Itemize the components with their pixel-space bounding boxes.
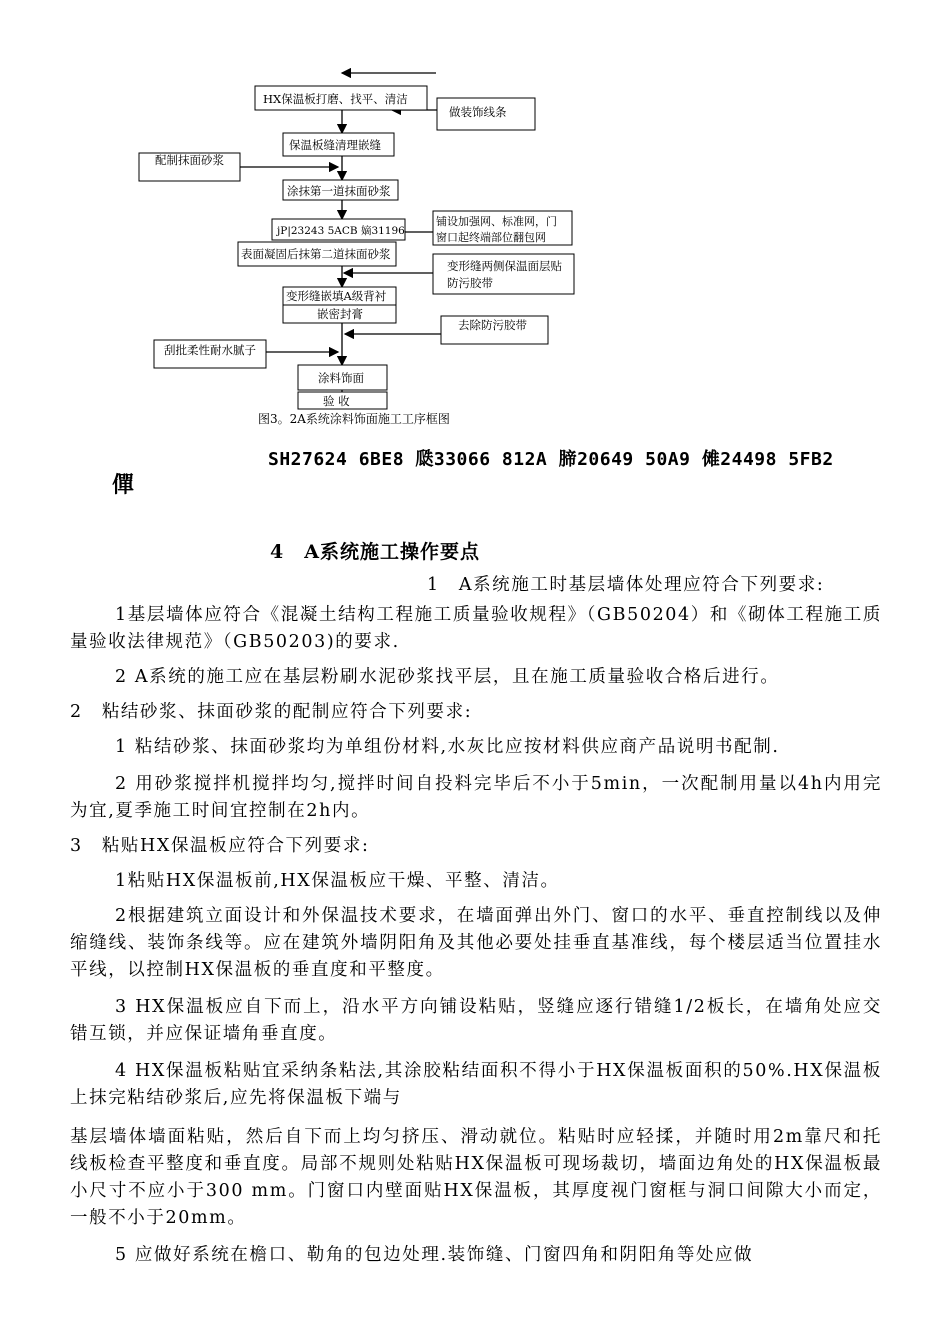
clause-3-3: 3 HX保温板应自下而上，沿水平方向铺设粘贴，竖缝应逐行错缝1/2板长，在墙角处应交错互锁，并应保证墙角垂直度。: [70, 997, 882, 1044]
clause-2-2: 2 用砂浆搅拌机搅拌均匀,搅拌时间自投料完毕后不小于5min，一次配制用量以4h内用完为宜,夏季施工时间宜控制在2h内。: [70, 774, 882, 821]
construction-flowchart: [0, 0, 950, 440]
section-heading: 4 A系统施工操作要点: [270, 541, 480, 563]
side-decor-strip: 做装饰线条: [449, 105, 507, 119]
step-seal: 嵌密封膏: [317, 307, 363, 321]
clause-1-1: 1基层墙体应符合《混凝土结构工程施工质量验收规程》（GB50204）和《砌体工程施工质量验收法律规范》（GB50203)的要求.: [70, 605, 882, 652]
step-joint-clean: 保温板缝清理嵌缝: [289, 138, 381, 152]
side-mesh-line2: 窗口起终端部位翻包网: [436, 231, 546, 244]
step-garbled: jP|23243 5ACB 嫡31196: [277, 225, 405, 237]
figure-caption: 图3。2A系统涂料饰面施工工序框图: [258, 412, 450, 426]
side-tape-line2: 防污胶带: [447, 276, 493, 290]
body-text: [70, 572, 882, 1269]
side-mix-mortar: 配制抹面砂浆: [155, 153, 224, 167]
clause-3: 3 粘贴HX保温板应符合下列要求:: [70, 836, 370, 856]
step-polish: HX保温板打磨、找平、清洁: [263, 92, 408, 106]
clause-2-1: 1 粘结砂浆、抹面砂浆均为单组份材料,水灰比应按材料供应商产品说明书配制.: [115, 737, 780, 757]
clause-3-4: 4 HX保温板粘贴宜采纳条粘法,其涂胶粘结面积不得小于HX保温板面积的50%.HX保温板上抹完粘结砂浆后,应先将保温板下端与: [70, 1061, 882, 1108]
clause-3-2: 2根据建筑立面设计和外保温技术要求，在墙面弹出外门、窗口的水平、垂直控制线以及伸缩缝线、装饰条线等。应在建筑外墙阴阳角及其他必要处挂垂直基准线，每个楼层适当位置挂水平线，以控制HX保温板的垂直度和平整度。: [70, 906, 882, 980]
side-mesh-line1: 铺设加强网、标准网，门: [436, 215, 557, 228]
clause-3-1: 1粘贴HX保温板前,HX保温板应干燥、平整、清洁。: [115, 871, 560, 891]
clause-2: 2 粘结砂浆、抹面砂浆的配制应符合下列要求:: [70, 702, 473, 722]
step-first-coat: 涂抹第一道抹面砂浆: [287, 184, 391, 198]
step-paint: 涂料饰面: [318, 371, 364, 385]
step-second-coat: 表面凝固后抹第二道抹面砂浆: [241, 247, 391, 261]
side-putty: 刮批柔性耐水腻子: [164, 343, 256, 357]
garbled-code-line: SH27624 6BE8 瓞33066 812A 腣20649 50A9 傩24498 5FB2: [268, 449, 834, 470]
clause-3-4-cont: 基层墙体墙面粘贴，然后自下而上均匀挤压、滑动就位。粘贴时应轻揉，并随时用2m靠尺和托线板检查平整度和垂直度。局部不规则处粘贴HX保温板可现场裁切，墙面边角处的HX保温板最小尺寸不应小于300 mm。门窗口内壁面贴HX保温板，其厚度视门窗框与洞口间隙大小而定，一般不小于20mm。: [70, 1127, 882, 1228]
side-remove-tape: 去除防污胶带: [458, 318, 527, 332]
clause-1-2: 2 A系统的施工应在基层粉刷水泥砂浆找平层，且在施工质量验收合格后进行。: [115, 667, 780, 687]
step-inspect: 验 收: [323, 394, 350, 408]
side-tape-line1: 变形缝两侧保温面层贴: [447, 259, 562, 273]
clause-3-5: 5 应做好系统在檐口、勒角的包边处理.装饰缝、门窗四角和阴阳角等处应做: [115, 1245, 754, 1265]
step-fill-joint: 变形缝嵌填A级背衬: [286, 289, 387, 303]
clause-1: 1 A系统施工时基层墙体处理应符合下列要求:: [427, 575, 825, 595]
garbled-code-char: 僤: [112, 473, 135, 498]
